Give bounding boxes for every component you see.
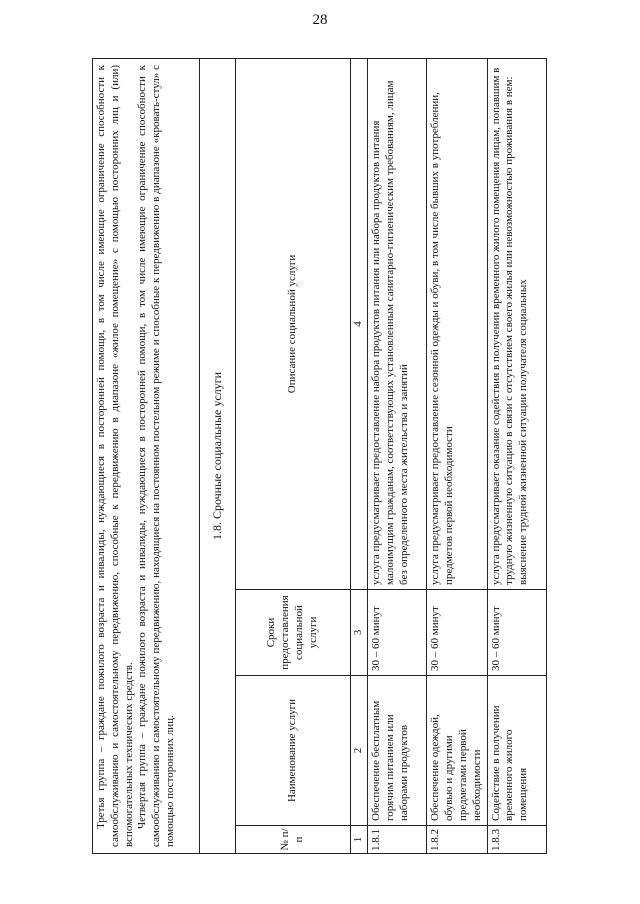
header-name: Наименование услуги [235,676,351,826]
group-description [93,59,200,854]
table-row [368,59,427,854]
page-number: 28 [312,12,328,28]
row-desc: услуга предусматривает предоставление сезонной одежды и обуви, в том числе бывших в употреблении, предметов первой необходимости [427,59,487,590]
header-num: № п/п [235,826,351,854]
col-number: 4 [351,59,368,590]
rotated-page-content [92,58,547,854]
row-name: Содействие в получении временного жилого помещения [487,676,546,826]
header-desc: Описание социальной услуги [235,59,351,590]
section-title: 1.8. Срочные социальные услуги [200,59,235,854]
row-term: 30 – 60 минут [487,590,546,676]
column-number-row [351,59,368,854]
group-four-text: Четвертая группа – граждане пожилого возраста и инвалиды, нуждающиеся в посторонней помощи, в том числе имеющие ограничение способности к самообслуживанию и самостоятельному передвижению, находящиеся на постоянном постельном режиме и способные к передвижению в диапазоне «кровать-стул» с помощью посторонних лиц. [136,65,176,847]
col-number: 2 [351,676,368,826]
table-row [487,59,546,854]
row-num: 1.8.2 [427,826,487,854]
row-num: 1.8.3 [487,826,546,854]
col-number: 1 [351,826,368,854]
row-desc: услуга предусматривает оказание содействия в получении временного жилого помещения лицам, попавшим в трудную жизненную ситуацию в связи с отсутствием своего жилья или невозможностью проживания в нем: выяснение трудной жизненной ситуации получателя социальных [487,59,546,590]
row-term: 30 – 60 минут [427,590,487,676]
col-number: 3 [351,590,368,676]
header-terms: Сроки предоставления социальной услуги [235,590,351,676]
services-table [92,58,547,854]
group-three-text: Третья группа – граждане пожилого возраста и инвалиды, нуждающиеся в посторонней помощи, в том числе имеющие ограничение способности к самообслуживанию и самостоятельному передвижению, способные к передвижению в диапазоне «жилое помещение» с помощью посторонних лиц и (или) вспомогательных технических средств. [95,65,135,847]
row-name: Обеспечение одеждой, обувью и другими предметами первой необходимости [427,676,487,826]
table-header-row [235,59,351,854]
row-num: 1.8.1 [368,826,427,854]
row-term: 30 – 60 минут [368,590,427,676]
table-row [427,59,487,854]
row-desc: услуга предусматривает предоставление набора продуктов питания или набора продуктов питания малоимущим гражданам, соответствующих установленным санитарно-гигиеническим требованиям, лицам без определенного места жительства и занятий [368,59,427,590]
row-name: Обеспечение бесплатным горячим питанием или наборами продуктов [368,676,427,826]
